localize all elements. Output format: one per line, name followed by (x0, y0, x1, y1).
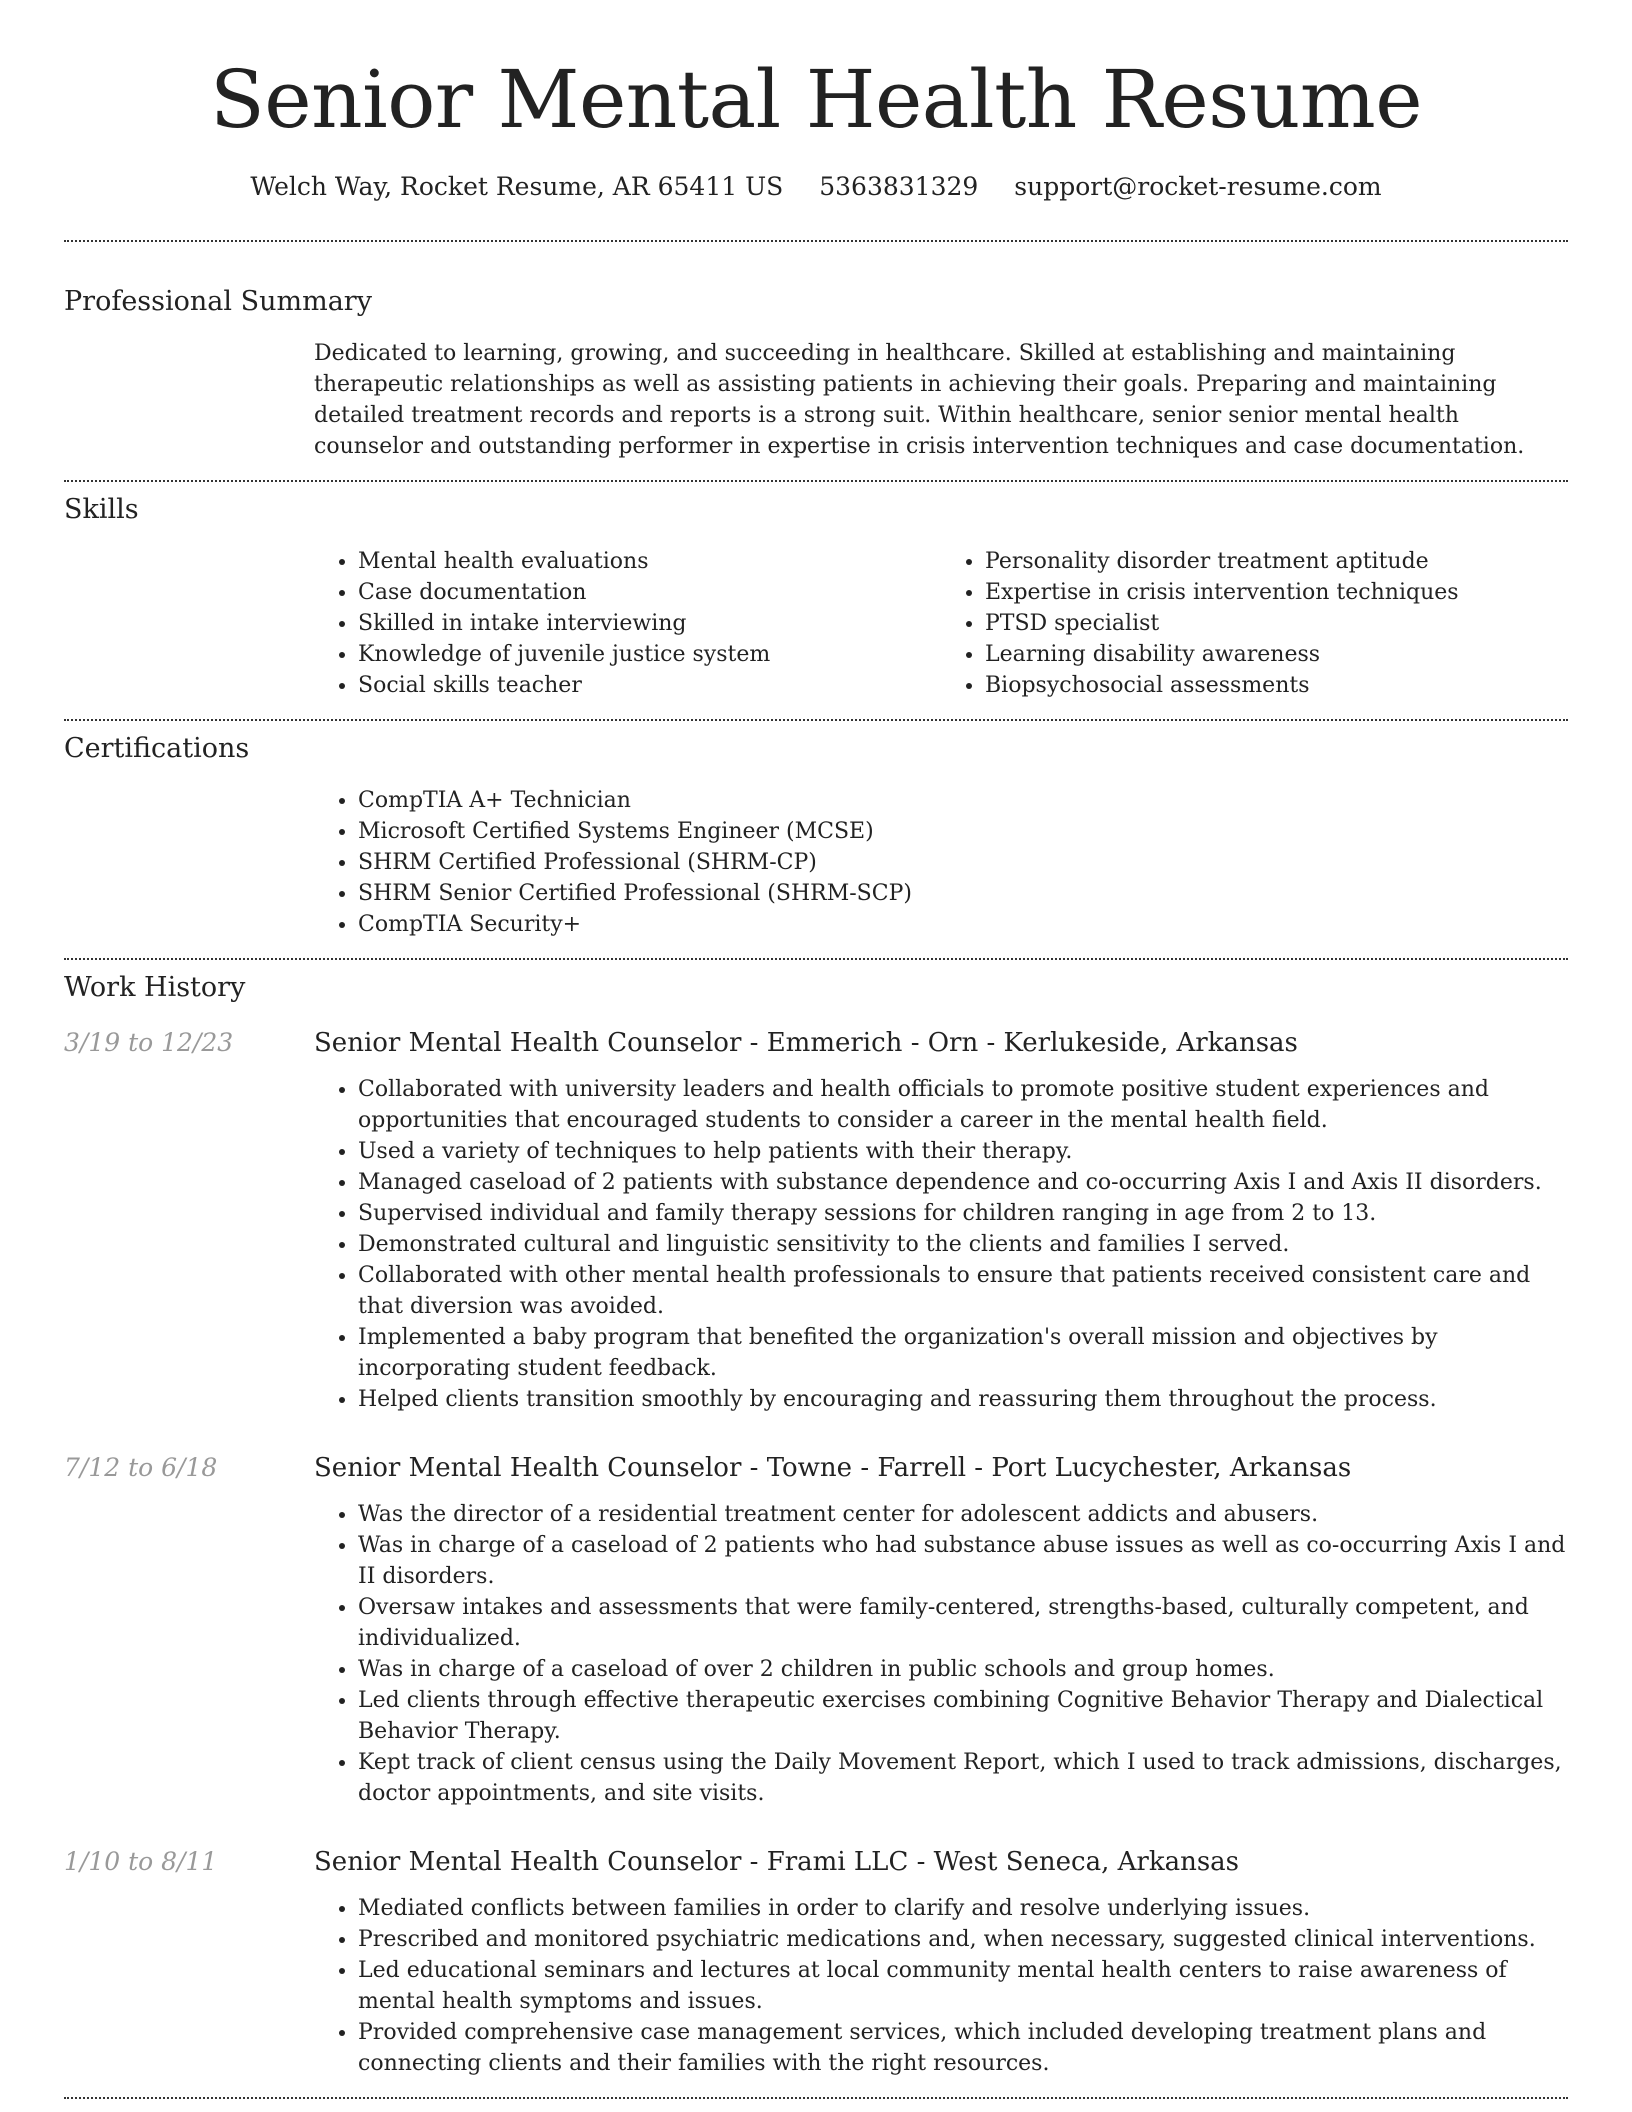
job-details (314, 1499, 1568, 1809)
skill-item: • Case documentation (358, 577, 941, 608)
skills-list-left (314, 546, 941, 701)
job-bullet: • Used a variety of techniques to help patients with their therapy. (358, 1136, 1568, 1167)
job-bullets (314, 1893, 1568, 2079)
job-bullet: • Demonstrated cultural and linguistic sensitivity to the clients and families I served. (358, 1229, 1568, 1260)
certification-item: • Microsoft Certified Systems Engineer (MCSE) (358, 816, 1568, 847)
job-bullet: • Provided comprehensive case management services, which included developing treatment plans and connecting clients and their families with the right resources. (358, 2017, 1568, 2079)
skill-item: • Mental health evaluations (358, 546, 941, 577)
certifications-list (314, 785, 1568, 940)
divider (64, 480, 1568, 482)
job-bullet: • Led clients through effective therapeutic exercises combining Cognitive Behavior Therapy and Dialectical Behavior Therapy. (358, 1685, 1568, 1747)
job-bullet: • Mediated conflicts between families in order to clarify and resolve underlying issues. (358, 1893, 1568, 1924)
job-header (64, 1026, 1568, 1060)
skill-item: • Social skills teacher (358, 670, 941, 701)
job-dates: 3/19 to 12/23 (64, 1028, 234, 1057)
job-bullets (314, 1074, 1568, 1415)
job-bullet: • Helped clients transition smoothly by encouraging and reassuring them throughout the process. (358, 1384, 1568, 1415)
job-bullet: • Kept track of client census using the Daily Movement Report, which I used to track admissions, discharges, doctor appointments, and site visits. (358, 1747, 1568, 1809)
skill-item: • Expertise in crisis intervention techniques (985, 577, 1568, 608)
job-bullet: • Prescribed and monitored psychiatric medications and, when necessary, suggested clinical interventions. (358, 1924, 1568, 1955)
job-header (64, 1451, 1568, 1485)
skills-list-right (941, 546, 1568, 701)
divider (64, 719, 1568, 721)
skill-item: • Knowledge of juvenile justice system (358, 639, 941, 670)
job-dates: 7/12 to 6/18 (64, 1453, 218, 1482)
contact-address: Welch Way, Rocket Resume, AR 65411 US (250, 172, 784, 201)
job-dates: 1/10 to 8/11 (64, 1847, 218, 1876)
resume-title: Senior Mental Health Resume (209, 53, 1423, 146)
skill-item: • Skilled in intake interviewing (358, 608, 941, 639)
skill-item: • Biopsychosocial assessments (985, 670, 1568, 701)
certification-item: • CompTIA Security+ (358, 909, 1568, 940)
job-bullet: • Collaborated with other mental health professionals to ensure that patients received consistent care and that diversion was avoided. (358, 1260, 1568, 1322)
job-bullet: • Led educational seminars and lectures at local community mental health centers to raise awareness of mental health symptoms and issues. (358, 1955, 1568, 2017)
divider (64, 2097, 1568, 2099)
skills-section (314, 546, 1568, 701)
job-details (314, 1074, 1568, 1415)
job-bullet: • Managed caseload of 2 patients with substance dependence and co-occurring Axis I and Axis II disorders. (358, 1167, 1568, 1198)
certifications-heading: Certifications (64, 733, 250, 764)
job-header (64, 1845, 1568, 1879)
job-bullet: • Oversaw intakes and assessments that were family-centered, strengths-based, culturally competent, and individualized. (358, 1592, 1568, 1654)
work-history-heading: Work History (64, 972, 246, 1003)
job-bullet: • Collaborated with university leaders and health officials to promote positive student experiences and opportunities that encouraged students to consider a career in the mental health field. (358, 1074, 1568, 1136)
job-bullet: • Was in charge of a caseload of 2 patients who had substance abuse issues as well as co-occurring Axis I and II disorders. (358, 1530, 1568, 1592)
certifications-section (314, 785, 1568, 940)
job-bullet: • Was in charge of a caseload of over 2 children in public schools and group homes. (358, 1654, 1568, 1685)
contact-line (64, 170, 1568, 204)
certification-item: • CompTIA A+ Technician (358, 785, 1568, 816)
job-title: Senior Mental Health Counselor - Emmerich - Orn - Kerlukeside, Arkansas (314, 1028, 1298, 1058)
skill-item: • Learning disability awareness (985, 639, 1568, 670)
contact-email: support@rocket-resume.com (1014, 172, 1382, 201)
summary-section (314, 338, 1568, 462)
job-bullet: • Was the director of a residential treatment center for adolescent addicts and abusers. (358, 1499, 1568, 1530)
skill-item: • PTSD specialist (985, 608, 1568, 639)
job-bullets (314, 1499, 1568, 1809)
job-bullet: • Implemented a baby program that benefited the organization's overall mission and objectives by incorporating student feedback. (358, 1322, 1568, 1384)
summary-heading: Professional Summary (64, 286, 372, 317)
divider (64, 240, 1568, 242)
resume-page (64, 0, 1568, 2099)
job-title: Senior Mental Health Counselor - Frami LLC - West Seneca, Arkansas (314, 1847, 1240, 1877)
skill-item: • Personality disorder treatment aptitude (985, 546, 1568, 577)
summary-text: Dedicated to learning, growing, and succeeding in healthcare. Skilled at establishing and maintaining therapeutic relationships as well as assisting patients in achieving their goals. Preparing and maintaining detailed treatment records and reports is a strong suit. Within healthcare, senior senior mental health counselor and outstanding performer in expertise in crisis intervention techniques and case documentation. (314, 341, 1525, 459)
divider (64, 958, 1568, 960)
certification-item: • SHRM Senior Certified Professional (SHRM-SCP) (358, 878, 1568, 909)
skills-heading: Skills (64, 494, 139, 525)
job-details (314, 1893, 1568, 2079)
certification-item: • SHRM Certified Professional (SHRM-CP) (358, 847, 1568, 878)
contact-phone: 5363831329 (819, 172, 979, 201)
job-bullet: • Supervised individual and family therapy sessions for children ranging in age from 2 to 13. (358, 1198, 1568, 1229)
job-title: Senior Mental Health Counselor - Towne - Farrell - Port Lucychester, Arkansas (314, 1453, 1352, 1483)
